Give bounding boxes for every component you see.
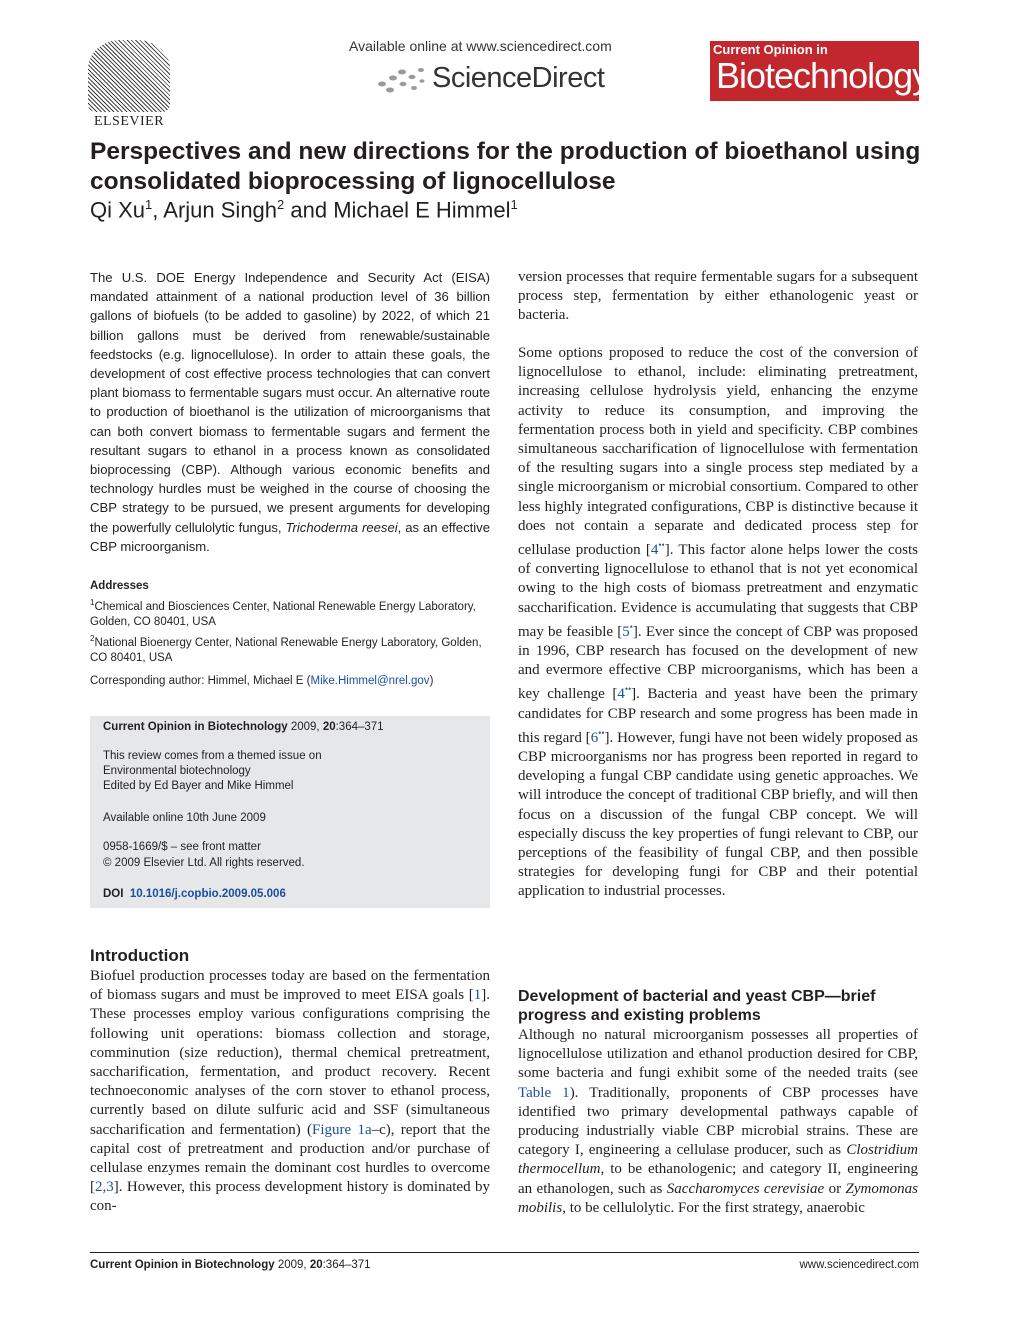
body-text: , to be ethanologenic; and category II, engineering an ethanologen, such as — [518, 1161, 918, 1197]
author-separator: and — [284, 197, 334, 223]
address-item — [90, 631, 490, 667]
figure-link-label: Figure 1 — [312, 1121, 365, 1138]
publisher-name: ELSEVIER — [93, 114, 165, 129]
infobox-pages: :364–371 — [335, 721, 384, 733]
intro-text: –c), report that the capital cost of pretreatment and production and/or purchase of cellulase enzymes remain the dominant cost hurdles to overcome [ — [90, 1121, 490, 1196]
infobox-available: Available online 10th June 2009 — [103, 812, 266, 824]
address-item — [90, 595, 490, 631]
elsevier-logo — [88, 40, 170, 128]
body-text: ]. This factor alone helps lower the costs of converting lignocellulose to ethanol that is not yet economical owing to the high costs of biomass pretreatment and enzymatic saccharification. Evidence is accumulating that suggests that CBP may be feasible [ — [518, 542, 918, 640]
reference-star: • — [629, 621, 633, 632]
abstract-text: The U.S. DOE Energy Independence and Security Act (EISA) mandated attainment of a national production level of 36 billion gallons of biofuels (to be added to gasoline) by 2022, of which 21 billion gallons must be derived from renewable/sustainable feedstocks (e.g. lignocellulose). In order to attain these goals, the development of cost effective process technologies that can convert plant biomass to fermentable sugars must occur. An alternative route to production of bioethanol is the utilization of microorganisms that can both convert biomass to fermentable sugars and ferment the resultant sugars to ethanol in a process known as consolidated bioprocessing (CBP). Although various economic benefits and technology hurdles must be weighed in the course of choosing the CBP strategy to be pursued, we present arguments for developing the powerfully cellulolytic fungus, — [90, 270, 490, 535]
corresponding-email-link[interactable]: Mike.Himmel@nrel.gov — [310, 675, 430, 687]
infobox-citation — [103, 721, 384, 733]
footer-url-link[interactable]: www.sciencedirect.com — [799, 1259, 919, 1271]
figure-link-panel: a — [364, 1121, 372, 1138]
reference-link[interactable]: 6 — [590, 729, 599, 746]
introduction-heading: Introduction — [90, 946, 190, 965]
infobox-theme-name: Environmental biotechnology — [103, 765, 251, 777]
author-affiliation-sup: 2 — [277, 197, 285, 212]
intro-text: ]. These processes employ various configurations comprising the following unit operations: biomass collection and storage, comminution (size reduction), thermal chemical pretreatment, saccharification, fermentation, and product recovery. Recent technoeconomic analyses of the corn stover to ethanol process, currently based on dilute sulfuric acid and SSF (simultaneous saccharification and fermentation) ( — [90, 987, 490, 1138]
journal-logo — [710, 41, 930, 101]
author-affiliation-sup: 1 — [145, 197, 153, 212]
body-text: Although no natural microorganism possesses all properties of lignocellulose utilization and ethanol production desired for CBP, some bacteria and fungi exhibit some of the needed traits (see — [518, 1027, 918, 1082]
author-list — [90, 197, 518, 223]
infobox-volume: 20 — [322, 721, 336, 733]
reference-link[interactable]: 2,3 — [95, 1179, 114, 1196]
development-body — [518, 1026, 918, 1218]
article-title: Perspectives and new directions for the production of bioethanol using consolidated bioprocessing of lignocellulose — [90, 138, 921, 195]
address-sup: 2 — [90, 633, 95, 643]
reference-link[interactable]: 4 — [650, 542, 659, 559]
introduction-body — [90, 967, 490, 1217]
abstract-species: Trichoderma reesei — [285, 519, 398, 535]
footer-citation — [90, 1259, 371, 1271]
reference-link[interactable]: 5 — [622, 623, 630, 640]
intro-text: ]. However, this process development history is dominated by con- — [90, 1179, 490, 1215]
address-text: Chemical and Biosciences Center, National Renewable Energy Laboratory, Golden, CO 80401, USA — [90, 600, 476, 629]
species-name: Saccharomyces cerevisiae — [666, 1180, 825, 1197]
abstract — [90, 268, 490, 556]
footer-pages: :364–371 — [322, 1259, 371, 1271]
author-name: Michael E Himmel — [333, 197, 511, 223]
infobox-year: 2009, — [287, 721, 323, 733]
body-text: Some options proposed to reduce the cost of the conversion of lignocellulose to ethanol, include: eliminating pretreatment, increasing cellulose hydrolysis yield, enhancing the enzyme activity to reduce its consumption, and improving the fermentation process both in yield and specificity. CBP combines simultaneous saccharification of lignocellulose with fermentation of the resulting sugars into a single process step mediated by a single microorganism or microbial consortium. Compared to other less highly integrated configurations, CBP is distinctive because it does not contain a separate and dedicated process step for cellulase production [ — [518, 345, 918, 559]
footer-divider — [90, 1252, 919, 1253]
intro-text: Biofuel production processes today are based on the fermentation of biomass sugars and must be improved to meet EISA goals [ — [90, 968, 490, 1004]
author-separator: , — [152, 197, 164, 223]
body-text: ). Traditionally, proponents of CBP processes have identified two primary developmental pathways capable of producing industrially viable CBP microbial strains. These are category I, engineering a cellulase producer, such as — [518, 1084, 918, 1159]
infobox-doi — [103, 888, 286, 900]
available-online-text: Available online at www.sciencedirect.com — [349, 38, 612, 54]
infobox-copyright: © 2009 Elsevier Ltd. All rights reserved. — [103, 857, 305, 869]
body-text: ]. Ever since the concept of CBP was proposed in 1996, CBP research has focused on the development of new and evermore effective CBP microorganisms, which has been a key challenge [ — [518, 623, 918, 703]
sciencedirect-wordmark: ScienceDirect — [432, 62, 605, 94]
corresponding-end: ) — [429, 675, 434, 687]
body-text: ]. However, fungi have not been widely proposed as CBP microorganisms nor has progress been reported in regard to developing a fungal CBP candidate using genetic approaches. We will introduce the concept of traditional CBP briefly, and will then focus on a discussion of the fungal CBP concept. We will especially discuss the key properties of fungi relevant to CBP, our perceptions of the feasibility of fungal CBP, and then possible strategies for developing fungi for CBP and their potential application to industrial processes. — [518, 729, 918, 900]
addresses-list — [90, 595, 490, 667]
species-name: Clostridium thermocellum — [518, 1142, 918, 1178]
sciencedirect-dots-icon — [376, 66, 426, 96]
infobox-issn: 0958-1669/$ – see front matter — [103, 841, 261, 853]
reference-star: •• — [598, 727, 605, 738]
address-sup: 1 — [90, 598, 95, 607]
table-link[interactable]: Table 1 — [518, 1084, 570, 1101]
author-name: Arjun Singh — [163, 197, 278, 223]
infobox-journal: Current Opinion in Biotechnology — [103, 721, 288, 733]
infobox-themed: This review comes from a themed issue on — [103, 750, 322, 762]
right-paragraph-2 — [518, 344, 918, 902]
doi-label: DOI — [103, 888, 124, 900]
corresponding-label: Corresponding author: Himmel, Michael E ( — [90, 675, 311, 687]
reference-link[interactable]: 1 — [473, 987, 482, 1004]
body-text: ]. Bacteria and yeast have been the primary candidates for CBP research and some progress has been made in this regard [ — [518, 686, 918, 746]
journal-logo-top: Current Opinion in — [713, 42, 828, 57]
development-heading: Development of bacterial and yeast CBP—brief progress and existing problems — [518, 988, 876, 1024]
figure-link[interactable] — [312, 1122, 372, 1138]
footer-year: 2009, — [274, 1259, 310, 1271]
abstract-end: , as an effective CBP microorganism. — [90, 519, 490, 554]
doi-link[interactable]: 10.1016/j.copbio.2009.05.006 — [129, 888, 286, 900]
reference-link[interactable]: 4 — [617, 686, 625, 703]
infobox-editors: Edited by Ed Bayer and Mike Himmel — [103, 780, 294, 792]
journal-logo-main: Biotechnology — [716, 55, 930, 96]
footer-volume: 20 — [309, 1259, 323, 1271]
body-text: , to be cellulolytic. For the first strategy, anaerobic — [562, 1199, 865, 1216]
species-name: Zymomonas mobilis — [518, 1180, 918, 1216]
address-text: National Bioenergy Center, National Renewable Energy Laboratory, Golden, CO 80401, USA — [90, 636, 482, 665]
corresponding-author — [90, 675, 490, 687]
addresses-heading: Addresses — [90, 580, 149, 592]
reference-star: •• — [624, 684, 632, 695]
author-affiliation-sup: 1 — [510, 197, 518, 212]
sciencedirect-logo — [376, 60, 616, 100]
article-info-box — [90, 716, 490, 908]
body-text: or — [824, 1180, 846, 1197]
author-name: Qi Xu — [90, 197, 146, 223]
elsevier-tree-icon — [88, 40, 170, 112]
right-paragraph-1: version processes that require fermentable sugars for a subsequent process step, fermentation by either ethanologenic yeast or bacteria. — [518, 269, 918, 324]
footer-journal: Current Opinion in Biotechnology — [90, 1259, 275, 1271]
reference-star: •• — [658, 540, 665, 551]
